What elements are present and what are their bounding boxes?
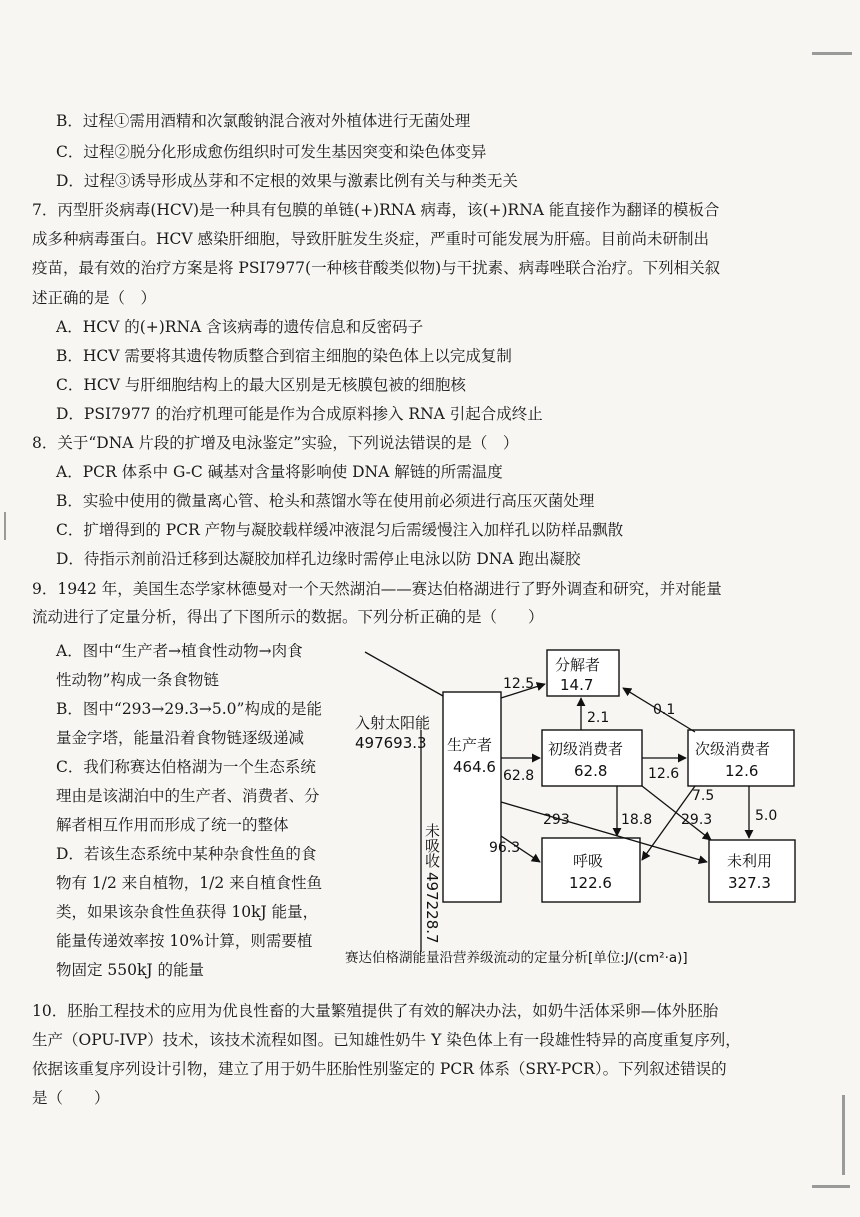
flow-primary-unused: 29.3 bbox=[681, 812, 713, 828]
q7-option-c: C．HCV 与肝细胞结构上的最大区别是无核膜包被的细胞核 bbox=[56, 376, 466, 394]
sun-label: 入射太阳能 bbox=[355, 714, 431, 732]
scan-edge-mark bbox=[4, 512, 6, 540]
q9-option-d-cont: 类，如果该杂食性鱼获得 10kJ 能量， bbox=[56, 903, 319, 921]
secondary-consumer-value: 12.6 bbox=[725, 762, 759, 780]
q6-option-b: B．过程①需用酒精和次氯酸钠混合液对外植体进行无菌处理 bbox=[56, 112, 471, 130]
q10-stem-line: 生产（OPU-IVP）技术，该技术流程如图。已知雄性奶牛 Y 染色体上有一段雄性特异的高度重复序列， bbox=[32, 1031, 741, 1049]
decomposer-value: 14.7 bbox=[560, 676, 594, 694]
unabsorbed-value: 497228.7 bbox=[423, 872, 441, 944]
q8-option-b: B．实验中使用的微量离心管、枪头和蒸馏水等在使用前必须进行高压灭菌处理 bbox=[56, 492, 595, 510]
producer-box bbox=[443, 692, 501, 902]
primary-consumer-name: 初级消费者 bbox=[548, 740, 624, 758]
q10-stem-line: 10．胚胎工程技术的应用为优良性畜的大量繁殖提供了有效的解决办法，如奶牛活体采卵—体外胚胎 bbox=[32, 1002, 719, 1020]
respiration-box bbox=[542, 838, 640, 902]
q7-stem-line: 述正确的是（ ） bbox=[32, 289, 157, 307]
q10-stem-line: 依据该重复序列设计引物，建立了用于奶牛胚胎性别鉴定的 PCR 体系（SRY-PCR）。下列叙述错误的 bbox=[32, 1060, 727, 1078]
q8-option-d: D．待指示剂前沿迁移到达凝胶加样孔边缘时需停止电泳以防 DNA 跑出凝胶 bbox=[56, 550, 581, 568]
producer-value: 464.6 bbox=[453, 758, 496, 776]
unused-name: 未利用 bbox=[727, 852, 773, 870]
flow-producer-unused: 293 bbox=[543, 812, 570, 828]
q9-stem-line: 9．1942 年，美国生态学家林德曼对一个天然湖泊——赛达伯格湖进行了野外调查和研究，并对能量 bbox=[32, 580, 722, 598]
q9-option-d: D．若该生态系统中某种杂食性鱼的食 bbox=[56, 845, 317, 863]
secondary-consumer-name: 次级消费者 bbox=[695, 740, 771, 758]
q10-stem-line: 是（ ） bbox=[32, 1089, 110, 1107]
unused-value: 327.3 bbox=[728, 874, 771, 892]
q9-option-c-cont: 解者相互作用而形成了统一的整体 bbox=[56, 816, 289, 834]
flow-secondary-unused: 5.0 bbox=[755, 808, 778, 824]
q9-option-a: A．图中“生产者→植食性动物→肉食 bbox=[56, 642, 303, 660]
q9-option-d-cont: 物有 1/2 来自植物，1/2 来自植食性鱼 bbox=[56, 874, 323, 892]
decomposer-name: 分解者 bbox=[555, 656, 601, 674]
q9-option-d-cont: 物固定 550kJ 的能量 bbox=[56, 961, 205, 979]
q7-option-b: B．HCV 需要将其遗传物质整合到宿主细胞的染色体上以完成复制 bbox=[56, 347, 512, 365]
flow-primary-secondary: 12.6 bbox=[648, 766, 680, 782]
q9-option-c-cont: 理由是该湖泊中的生产者、消费者、分 bbox=[56, 787, 320, 805]
flow-secondary-respiration: 7.5 bbox=[692, 788, 715, 804]
sun-value: 497693.3 bbox=[355, 734, 427, 752]
q9-option-b: B．图中“293→29.3→5.0”构成的是能 bbox=[56, 700, 322, 718]
flow-producer-decomposer: 12.5 bbox=[503, 676, 535, 692]
diagram-caption: 赛达伯格湖能量沿营养级流动的定量分析[单位:J/(cm²·a)] bbox=[345, 950, 688, 966]
unused-box bbox=[709, 840, 795, 902]
scan-edge-mark bbox=[812, 52, 852, 55]
flow-producer-respiration: 96.3 bbox=[489, 840, 521, 856]
q9-option-d-cont: 能量传递效率按 10%计算，则需要植 bbox=[56, 932, 313, 950]
unabsorbed-label: 未吸收 bbox=[423, 823, 441, 868]
q6-option-d: D．过程③诱导形成丛芽和不定根的效果与激素比例有关与种类无关 bbox=[56, 172, 518, 190]
scan-edge-mark bbox=[842, 1095, 845, 1175]
q9-stem-line: 流动进行了定量分析，得出了下图所示的数据。下列分析正确的是（ ） bbox=[32, 608, 544, 626]
scan-edge-mark bbox=[812, 1185, 850, 1188]
q7-stem-line: 成多种病毒蛋白。HCV 感染肝细胞，导致肝脏发生炎症，严重时可能发展为肝癌。目前尚未研制出 bbox=[32, 230, 710, 248]
respiration-value: 122.6 bbox=[569, 874, 612, 892]
flow-primary-respiration: 18.8 bbox=[621, 812, 653, 828]
producer-name: 生产者 bbox=[447, 736, 493, 754]
q7-option-a: A．HCV 的(+)RNA 含该病毒的遗传信息和反密码子 bbox=[56, 318, 424, 336]
flow-primary-decomposer: 2.1 bbox=[587, 710, 610, 726]
respiration-name: 呼吸 bbox=[573, 852, 604, 870]
sun-input-line bbox=[365, 652, 443, 696]
q7-stem-line: 7．丙型肝炎病毒(HCV)是一种具有包膜的单链(+)RNA 病毒，该(+)RNA 能直接作为翻译的模板合 bbox=[32, 201, 720, 219]
q8-stem: 8．关于“DNA 片段的扩增及电泳鉴定”实验，下列说法错误的是（ ） bbox=[32, 434, 519, 452]
q9-option-c: C．我们称赛达伯格湖为一个生态系统 bbox=[56, 758, 316, 776]
q6-option-c: C．过程②脱分化形成愈伤组织时可发生基因突变和染色体变异 bbox=[56, 143, 487, 161]
q8-option-c: C．扩增得到的 PCR 产物与凝胶载样缓冲液混匀后需缓慢注入加样孔以防样品飘散 bbox=[56, 521, 624, 539]
q9-option-a-cont: 性动物”构成一条食物链 bbox=[56, 671, 219, 689]
q8-option-a: A．PCR 体系中 G-C 碱基对含量将影响使 DNA 解链的所需温度 bbox=[56, 463, 503, 481]
flow-secondary-decomposer: 0.1 bbox=[653, 702, 676, 718]
flow-producer-primary: 62.8 bbox=[503, 768, 535, 784]
energy-flow-diagram bbox=[345, 640, 840, 970]
primary-consumer-value: 62.8 bbox=[574, 762, 608, 780]
q7-stem-line: 疫苗，最有效的治疗方案是将 PSI7977(一种核苷酸类似物)与干扰素、病毒唑联合治疗。下列相关叙 bbox=[32, 259, 721, 277]
q7-option-d: D．PSI7977 的治疗机理可能是作为合成原料掺入 RNA 引起合成终止 bbox=[56, 405, 543, 423]
q9-option-b-cont: 量金字塔，能量沿着食物链逐级递减 bbox=[56, 729, 305, 747]
